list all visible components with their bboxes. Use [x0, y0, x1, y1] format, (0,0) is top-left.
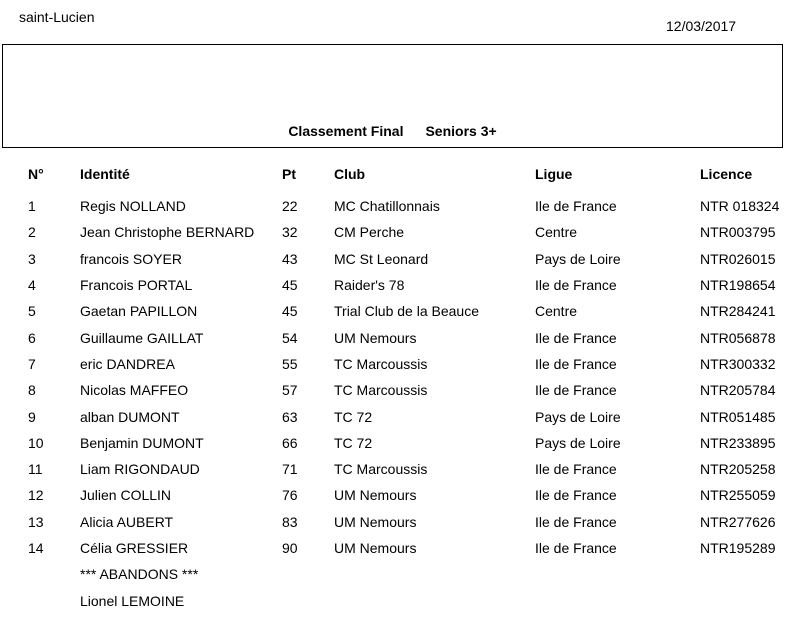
cell-name: Alicia AUBERT	[80, 513, 174, 530]
table-row	[28, 509, 790, 535]
cell-name: francois SOYER	[80, 250, 182, 267]
cell-ligue: Ile de France	[535, 277, 617, 294]
cell-club: UM Nemours	[334, 540, 417, 556]
cell-pt: 90	[282, 540, 298, 556]
page-title	[3, 123, 782, 139]
cell-licence: NTR205784	[700, 382, 776, 399]
cell-num: 10	[28, 434, 44, 451]
cell-licence: NTR051485	[700, 408, 776, 425]
cell-club: TC 72	[334, 408, 373, 425]
cell-pt: 63	[282, 408, 298, 425]
cell-pt: 57	[282, 382, 298, 399]
cell-club: UM Nemours	[334, 329, 417, 346]
cell-pt: 66	[282, 434, 298, 451]
cell-licence: NTR195289	[700, 540, 776, 556]
cell-ligue: Pays de Loire	[535, 250, 621, 267]
cell-ligue: Ile de France	[535, 329, 617, 346]
title-category: Seniors 3+	[425, 123, 497, 139]
table-row	[28, 219, 790, 245]
table-row	[28, 535, 790, 561]
cell-pt: 55	[282, 355, 298, 372]
cell-licence: NTR284241	[700, 303, 776, 320]
cell-club: Trial Club de la Beauce	[334, 303, 480, 320]
cell-ligue: Pays de Loire	[535, 408, 621, 425]
col-header-club: Club	[334, 166, 366, 182]
cell-pt: 43	[282, 250, 298, 267]
cell-club: UM Nemours	[334, 487, 417, 504]
cell-licence: NTR277626	[700, 513, 776, 530]
cell-pt: 71	[282, 461, 298, 478]
event-location: saint-Lucien	[19, 9, 95, 25]
cell-pt: 54	[282, 329, 298, 346]
cell-ligue: Pays de Loire	[535, 434, 621, 451]
event-date: 12/03/2017	[666, 18, 737, 34]
cell-num: 7	[28, 355, 36, 372]
cell-pt: 76	[282, 487, 298, 504]
cell-ligue: Ile de France	[535, 198, 617, 215]
table-row	[28, 246, 790, 272]
cell-ligue: Centre	[535, 303, 578, 320]
cell-name: Célia GRESSIER	[80, 540, 189, 556]
cell-licence: NTR233895	[700, 434, 776, 451]
cell-name: Guillaume GAILLAT	[80, 329, 204, 346]
abandon-name: Lionel LEMOINE	[80, 592, 185, 609]
cell-club: TC Marcoussis	[334, 355, 428, 372]
table-row	[28, 482, 790, 508]
cell-num: 9	[28, 408, 36, 425]
cell-name: Francois PORTAL	[80, 277, 193, 294]
cell-licence: NTR056878	[700, 329, 776, 346]
cell-num: 1	[28, 198, 36, 215]
cell-club: Raider's 78	[334, 277, 405, 294]
cell-pt: 83	[282, 513, 298, 530]
cell-ligue: Ile de France	[535, 540, 617, 556]
cell-pt: 22	[282, 198, 298, 215]
cell-num: 14	[28, 540, 44, 556]
title-classement: Classement Final	[288, 123, 404, 139]
table-row	[28, 430, 790, 456]
cell-num: 5	[28, 303, 36, 320]
table-row	[28, 324, 790, 350]
cell-pt: 45	[282, 303, 298, 320]
table-row	[28, 403, 790, 429]
cell-licence: NTR026015	[700, 250, 776, 267]
cell-pt: 45	[282, 277, 298, 294]
cell-num: 6	[28, 329, 36, 346]
cell-empty	[28, 561, 80, 587]
abandons-header-row	[28, 561, 790, 587]
cell-club: TC Marcoussis	[334, 461, 428, 478]
cell-name: Benjamin DUMONT	[80, 434, 204, 451]
cell-club: TC 72	[334, 434, 373, 451]
table-row	[28, 272, 790, 298]
col-header-licence: Licence	[700, 166, 753, 182]
cell-ligue: Ile de France	[535, 355, 617, 372]
cell-licence: NTR 018324	[700, 198, 780, 215]
cell-pt: 32	[282, 224, 298, 241]
cell-num: 4	[28, 277, 36, 294]
cell-licence: NTR300332	[700, 355, 776, 372]
cell-ligue: Ile de France	[535, 382, 617, 399]
col-header-pt: Pt	[282, 166, 296, 182]
cell-num: 12	[28, 487, 44, 504]
results-table	[28, 166, 790, 614]
cell-club: MC Chatillonnais	[334, 198, 440, 215]
cell-club: TC Marcoussis	[334, 382, 428, 399]
cell-licence: NTR255059	[700, 487, 776, 504]
col-header-name: Identité	[80, 166, 130, 182]
abandon-row	[28, 587, 790, 613]
results-header	[28, 166, 790, 193]
cell-club: MC St Leonard	[334, 250, 429, 267]
cell-num: 3	[28, 250, 36, 267]
cell-ligue: Ile de France	[535, 461, 617, 478]
table-row	[28, 456, 790, 482]
table-row	[28, 377, 790, 403]
cell-ligue: Ile de France	[535, 513, 617, 530]
cell-licence: NTR205258	[700, 461, 776, 478]
table-row	[28, 193, 790, 219]
cell-name: eric DANDREA	[80, 355, 175, 372]
cell-name: Jean Christophe BERNARD	[80, 224, 255, 241]
cell-name: Julien COLLIN	[80, 487, 172, 504]
cell-num: 11	[28, 461, 43, 478]
cell-num: 8	[28, 382, 36, 399]
cell-name: Nicolas MAFFEO	[80, 382, 189, 399]
table-row	[28, 351, 790, 377]
cell-name: alban DUMONT	[80, 408, 180, 425]
cell-club: CM Perche	[334, 224, 405, 241]
col-header-ligue: Ligue	[535, 166, 573, 182]
abandons-label: *** ABANDONS ***	[80, 566, 199, 583]
cell-club: UM Nemours	[334, 513, 417, 530]
cell-ligue: Ile de France	[535, 487, 617, 504]
cell-ligue: Centre	[535, 224, 578, 241]
cell-num: 2	[28, 224, 36, 241]
cell-num: 13	[28, 513, 44, 530]
cell-name: Regis NOLLAND	[80, 198, 186, 215]
table-row	[28, 298, 790, 324]
cell-licence: NTR003795	[700, 224, 776, 241]
header-row	[28, 166, 790, 193]
col-header-num: N°	[28, 166, 44, 182]
title-box	[2, 44, 783, 148]
cell-name: Gaetan PAPILLON	[80, 303, 198, 320]
cell-licence: NTR198654	[700, 277, 776, 294]
cell-empty	[28, 587, 80, 613]
results-body	[28, 193, 790, 614]
cell-name: Liam RIGONDAUD	[80, 461, 200, 478]
